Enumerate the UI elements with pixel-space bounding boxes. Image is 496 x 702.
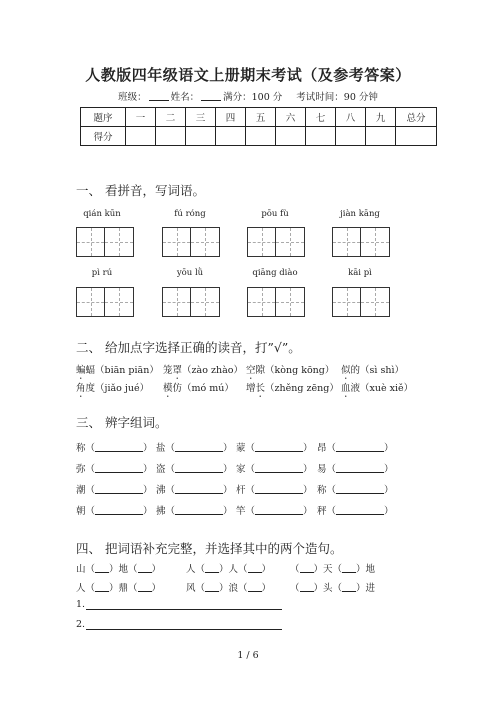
score-cell: 三 <box>186 108 216 127</box>
writing-grid[interactable] <box>247 227 305 257</box>
pronunciation-item[interactable]: 似的（sì shì） <box>341 365 404 376</box>
score-cell: 六 <box>276 108 306 127</box>
sentence-label: 2. <box>76 619 86 630</box>
pronunciation-item[interactable]: 血液（xuè xiě） <box>341 383 414 394</box>
word-group-item[interactable]: 称（ ） <box>317 485 394 496</box>
idiom-item[interactable]: （ ）头（ ）进 <box>290 583 376 594</box>
word-group-item[interactable]: 昂（ ） <box>317 443 394 454</box>
writing-grid[interactable] <box>76 287 134 317</box>
word-group-item[interactable]: 盐（ ） <box>156 443 233 454</box>
score-input-cell[interactable] <box>276 127 306 146</box>
score-input-cell[interactable] <box>156 127 186 146</box>
word-group-item[interactable]: 称（ ） <box>76 443 153 454</box>
sentence-answer-line[interactable] <box>86 599 282 610</box>
word-group-item[interactable]: 秤（ ） <box>317 506 394 517</box>
name-label: 姓名： <box>170 92 200 103</box>
pinyin-label: kāi pì <box>348 268 372 278</box>
pinyin-label: jiàn kāng <box>340 209 380 219</box>
full-score: 满分：100 分 <box>223 92 283 103</box>
score-input-cell[interactable] <box>246 127 276 146</box>
word-group-item[interactable]: 盗（ ） <box>156 464 233 475</box>
score-input-cell[interactable] <box>396 127 437 146</box>
word-group-item[interactable]: 沸（ ） <box>156 485 233 496</box>
page-number: 1 / 6 <box>237 650 259 661</box>
pronunciation-item[interactable]: 模仿（mó mú） <box>163 383 234 394</box>
word-group-item[interactable]: 家（ ） <box>236 464 313 475</box>
score-table-header-row <box>81 108 437 127</box>
pinyin-label: qián kūn <box>83 209 121 219</box>
writing-grid[interactable] <box>162 287 220 317</box>
pronunciation-item[interactable]: 角度（jiǎo jué） <box>76 383 150 394</box>
page-title: 人教版四年级语文上册期末考试（及参考答案） <box>85 66 411 84</box>
idiom-item[interactable]: 风（ ）浪（ ） <box>186 583 272 594</box>
section2-heading: 二、 给加点字选择正确的读音，打”√”。 <box>76 340 301 355</box>
writing-grid[interactable] <box>162 227 220 257</box>
score-input-cell[interactable] <box>336 127 366 146</box>
word-group-item[interactable]: 蒙（ ） <box>236 443 313 454</box>
score-input-cell[interactable] <box>216 127 246 146</box>
score-cell: 一 <box>126 108 156 127</box>
pinyin-label: pì rú <box>91 268 113 278</box>
pronunciation-item[interactable]: 笼罩（zào zhào） <box>163 365 243 376</box>
score-input-cell[interactable] <box>366 127 396 146</box>
pinyin-label: qiāng diào <box>252 268 298 278</box>
pronunciation-item[interactable]: 蝙蝠（biān piān） <box>76 365 159 376</box>
name-blank[interactable] <box>201 91 221 101</box>
score-input-cell[interactable] <box>186 127 216 146</box>
exam-time: 考试时间：90 分钟 <box>296 92 378 103</box>
pronunciation-item[interactable]: 空隙（kòng kōng） <box>246 365 335 376</box>
score-input-cell[interactable] <box>306 127 336 146</box>
sentence-label: 1. <box>76 599 86 610</box>
score-cell: 四 <box>216 108 246 127</box>
pinyin-label: fú róng <box>174 209 206 219</box>
word-group-item[interactable]: 弥（ ） <box>76 464 153 475</box>
pronunciation-item[interactable]: 增长（zhěng zēng） <box>246 383 339 394</box>
idiom-item[interactable]: （ ）天（ ）地 <box>290 564 376 575</box>
writing-grid[interactable] <box>76 227 134 257</box>
score-cell: 总分 <box>396 108 437 127</box>
pinyin-label: pōu fù <box>261 209 289 219</box>
class-label: 班级： <box>118 92 147 103</box>
idiom-item[interactable]: 山（ ）地（ ） <box>76 564 162 575</box>
word-group-item[interactable]: 杆（ ） <box>236 485 313 496</box>
word-group-item[interactable]: 竿（ ） <box>236 506 313 517</box>
sentence-answer-line[interactable] <box>86 619 282 630</box>
section1-heading: 一、 看拼音，写词语。 <box>76 183 205 198</box>
score-cell: 五 <box>246 108 276 127</box>
writing-grid[interactable] <box>247 287 305 317</box>
section3-heading: 三、 辨字组词。 <box>76 415 168 430</box>
word-group-item[interactable]: 易（ ） <box>317 464 394 475</box>
idiom-item[interactable]: 人（ ）人（ ） <box>186 564 272 575</box>
score-cell: 题序 <box>81 108 126 127</box>
idiom-item[interactable]: 人（ ）鼎（ ） <box>76 583 162 594</box>
writing-grid[interactable] <box>332 227 390 257</box>
score-row-label: 得分 <box>81 127 126 146</box>
score-table-score-row <box>81 127 437 146</box>
class-blank[interactable] <box>149 91 169 101</box>
score-cell: 九 <box>366 108 396 127</box>
score-cell: 八 <box>336 108 366 127</box>
section4-heading: 四、 把词语补充完整，并选择其中的两个造句。 <box>76 541 343 556</box>
score-input-cell[interactable] <box>126 127 156 146</box>
score-table <box>80 107 437 146</box>
word-group-item[interactable]: 朝（ ） <box>76 506 153 517</box>
score-cell: 七 <box>306 108 336 127</box>
word-group-item[interactable]: 拂（ ） <box>156 506 233 517</box>
word-group-item[interactable]: 潮（ ） <box>76 485 153 496</box>
pinyin-label: yōu lǜ <box>176 268 204 278</box>
score-cell: 二 <box>156 108 186 127</box>
exam-info <box>0 89 496 103</box>
writing-grid[interactable] <box>332 287 390 317</box>
